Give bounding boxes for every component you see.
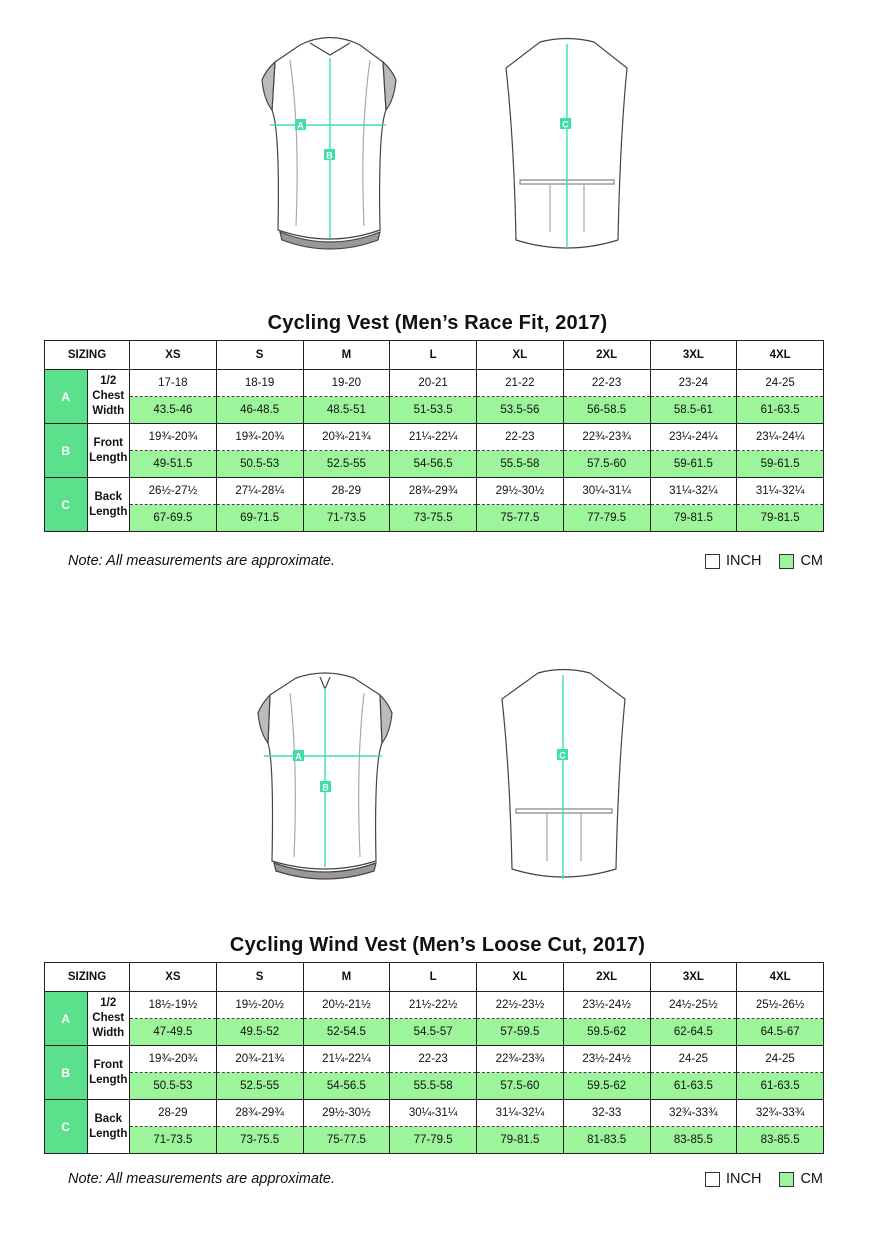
cm-cell: 53.5-56 xyxy=(477,397,564,424)
inch-cell: 22¾-23¾ xyxy=(563,424,650,451)
legend-cm-swatch xyxy=(779,1172,794,1187)
vest-front-illustration xyxy=(262,38,396,250)
row-letter: B xyxy=(45,1046,88,1100)
inch-cell: 20½-21½ xyxy=(303,992,390,1019)
cm-cell: 81-83.5 xyxy=(563,1127,650,1154)
inch-cell: 29½-30½ xyxy=(303,1100,390,1127)
legend-inch-swatch xyxy=(705,554,720,569)
measurement-label: 1/2 Chest Width xyxy=(87,992,130,1046)
marker-a-label: A xyxy=(295,751,302,762)
marker-a-label: A xyxy=(297,120,304,131)
marker-b-label: B xyxy=(326,150,333,161)
size-header: 2XL xyxy=(563,963,650,992)
row-letter: B xyxy=(45,424,88,478)
inch-cell: 23¼-24¼ xyxy=(650,424,737,451)
cm-cell: 54.5-57 xyxy=(390,1019,477,1046)
table-row xyxy=(45,1019,824,1046)
cm-cell: 52-54.5 xyxy=(303,1019,390,1046)
cm-cell: 75-77.5 xyxy=(303,1127,390,1154)
inch-cell: 26½-27½ xyxy=(130,478,217,505)
size-header: XS xyxy=(130,341,217,370)
size-header: 3XL xyxy=(650,341,737,370)
legend-cm-label: CM xyxy=(800,553,823,569)
chart-title: Cycling Vest (Men’s Race Fit, 2017) xyxy=(267,312,608,334)
legend-inch-label: INCH xyxy=(725,1171,762,1187)
cm-cell: 59-61.5 xyxy=(650,451,737,478)
inch-cell: 18½-19½ xyxy=(130,992,217,1019)
size-header: XS xyxy=(130,963,217,992)
legend-inch-swatch xyxy=(705,1172,720,1187)
cm-cell: 77-79.5 xyxy=(563,505,650,532)
inch-cell: 19-20 xyxy=(303,370,390,397)
row-letter: A xyxy=(45,370,88,424)
size-header: XL xyxy=(477,341,564,370)
size-header: 2XL xyxy=(563,341,650,370)
size-header: XL xyxy=(477,963,564,992)
cm-cell: 64.5-67 xyxy=(737,1019,824,1046)
inch-cell: 23-24 xyxy=(650,370,737,397)
cm-cell: 55.5-58 xyxy=(390,1073,477,1100)
size-table xyxy=(44,962,824,1154)
inch-cell: 28-29 xyxy=(303,478,390,505)
marker-c-label: C xyxy=(562,119,569,130)
cm-cell: 71-73.5 xyxy=(303,505,390,532)
row-letter: C xyxy=(45,1100,88,1154)
cm-cell: 59.5-62 xyxy=(563,1073,650,1100)
sizing-header: SIZING xyxy=(45,341,130,370)
inch-cell: 29½-30½ xyxy=(477,478,564,505)
chart-title: Cycling Wind Vest (Men’s Loose Cut, 2017) xyxy=(229,934,646,956)
inch-cell: 30¼-31¼ xyxy=(390,1100,477,1127)
cm-cell: 59.5-62 xyxy=(563,1019,650,1046)
legend-inch xyxy=(705,1171,761,1187)
inch-cell: 22-23 xyxy=(563,370,650,397)
inch-cell: 17-18 xyxy=(130,370,217,397)
table-header-row xyxy=(45,341,824,370)
inch-cell: 23¼-24¼ xyxy=(737,424,824,451)
cm-cell: 43.5-46 xyxy=(130,397,217,424)
inch-cell: 19¾-20¾ xyxy=(130,1046,217,1073)
inch-cell: 24-25 xyxy=(737,370,824,397)
measurement-label: Front Length xyxy=(87,1046,130,1100)
size-header: L xyxy=(390,341,477,370)
inch-cell: 32¾-33¾ xyxy=(650,1100,737,1127)
inch-cell: 24-25 xyxy=(737,1046,824,1073)
table-row xyxy=(45,992,824,1019)
cm-cell: 71-73.5 xyxy=(130,1127,217,1154)
cm-cell: 57.5-60 xyxy=(563,451,650,478)
cm-cell: 69-71.5 xyxy=(216,505,303,532)
inch-cell: 21½-22½ xyxy=(390,992,477,1019)
vest-diagram xyxy=(0,0,875,300)
legend-cm-swatch xyxy=(779,554,794,569)
inch-cell: 27¼-28¼ xyxy=(216,478,303,505)
inch-cell: 22¾-23¾ xyxy=(477,1046,564,1073)
cm-cell: 59-61.5 xyxy=(737,451,824,478)
cm-cell: 83-85.5 xyxy=(737,1127,824,1154)
table-row xyxy=(45,1073,824,1100)
size-header: L xyxy=(390,963,477,992)
size-header: 4XL xyxy=(737,963,824,992)
cm-cell: 79-81.5 xyxy=(737,505,824,532)
cm-cell: 46-48.5 xyxy=(216,397,303,424)
cm-cell: 75-77.5 xyxy=(477,505,564,532)
size-header: 4XL xyxy=(737,341,824,370)
inch-cell: 28¾-29¾ xyxy=(390,478,477,505)
inch-cell: 23½-24½ xyxy=(563,1046,650,1073)
inch-cell: 20-21 xyxy=(390,370,477,397)
inch-cell: 22½-23½ xyxy=(477,992,564,1019)
inch-cell: 30¼-31¼ xyxy=(563,478,650,505)
cm-cell: 49.5-52 xyxy=(216,1019,303,1046)
sizing-header: SIZING xyxy=(45,963,130,992)
cm-cell: 73-75.5 xyxy=(216,1127,303,1154)
inch-cell: 21¼-22¼ xyxy=(303,1046,390,1073)
size-header: 3XL xyxy=(650,963,737,992)
inch-cell: 20¾-21¾ xyxy=(303,424,390,451)
inch-cell: 32¾-33¾ xyxy=(737,1100,824,1127)
inch-cell: 19¾-20¾ xyxy=(216,424,303,451)
size-table xyxy=(44,340,824,532)
size-header: S xyxy=(216,963,303,992)
measurement-label: Back Length xyxy=(87,1100,130,1154)
cm-cell: 48.5-51 xyxy=(303,397,390,424)
inch-cell: 24½-25½ xyxy=(650,992,737,1019)
inch-cell: 28-29 xyxy=(130,1100,217,1127)
legend-inch xyxy=(705,553,761,569)
approximation-note: Note: All measurements are approximate. xyxy=(68,1171,336,1187)
inch-cell: 19¾-20¾ xyxy=(130,424,217,451)
table-row xyxy=(45,1100,824,1127)
inch-cell: 23½-24½ xyxy=(563,992,650,1019)
cm-cell: 58.5-61 xyxy=(650,397,737,424)
inch-cell: 28¾-29¾ xyxy=(216,1100,303,1127)
marker-b-label: B xyxy=(322,782,329,793)
table-row xyxy=(45,1127,824,1154)
measurement-label: 1/2 Chest Width xyxy=(87,370,130,424)
measurement-label: Front Length xyxy=(87,424,130,478)
unit-legend xyxy=(687,553,823,569)
table-row xyxy=(45,1046,824,1073)
cm-cell: 62-64.5 xyxy=(650,1019,737,1046)
marker-c-label: C xyxy=(559,750,566,761)
legend-cm xyxy=(779,553,823,569)
cm-cell: 83-85.5 xyxy=(650,1127,737,1154)
size-header: M xyxy=(303,963,390,992)
inch-cell: 31¼-32¼ xyxy=(737,478,824,505)
table-row xyxy=(45,370,824,397)
cm-cell: 79-81.5 xyxy=(650,505,737,532)
inch-cell: 25½-26½ xyxy=(737,992,824,1019)
inch-cell: 22-23 xyxy=(390,1046,477,1073)
vest-diagram xyxy=(0,633,875,893)
cm-cell: 61-63.5 xyxy=(650,1073,737,1100)
cm-cell: 47-49.5 xyxy=(130,1019,217,1046)
table-row xyxy=(45,478,824,505)
unit-legend xyxy=(687,1171,823,1187)
table-row xyxy=(45,424,824,451)
inch-cell: 21¼-22¼ xyxy=(390,424,477,451)
approximation-note: Note: All measurements are approximate. xyxy=(68,553,336,569)
row-letter: A xyxy=(45,992,88,1046)
cm-cell: 49-51.5 xyxy=(130,451,217,478)
legend-inch-label: INCH xyxy=(725,553,762,569)
cm-cell: 52.5-55 xyxy=(216,1073,303,1100)
inch-cell: 20¾-21¾ xyxy=(216,1046,303,1073)
cm-cell: 52.5-55 xyxy=(303,451,390,478)
cm-cell: 57.5-60 xyxy=(477,1073,564,1100)
cm-cell: 50.5-53 xyxy=(216,451,303,478)
inch-cell: 21-22 xyxy=(477,370,564,397)
cm-cell: 73-75.5 xyxy=(390,505,477,532)
cm-cell: 67-69.5 xyxy=(130,505,217,532)
cm-cell: 61-63.5 xyxy=(737,1073,824,1100)
cm-cell: 61-63.5 xyxy=(737,397,824,424)
legend-cm xyxy=(779,1171,823,1187)
cm-cell: 50.5-53 xyxy=(130,1073,217,1100)
table-row xyxy=(45,397,824,424)
cm-cell: 54-56.5 xyxy=(303,1073,390,1100)
inch-cell: 32-33 xyxy=(563,1100,650,1127)
inch-cell: 24-25 xyxy=(650,1046,737,1073)
legend-cm-label: CM xyxy=(800,1171,823,1187)
size-header: S xyxy=(216,341,303,370)
measurement-label: Back Length xyxy=(87,478,130,532)
inch-cell: 19½-20½ xyxy=(216,992,303,1019)
table-header-row xyxy=(45,963,824,992)
inch-cell: 31¼-32¼ xyxy=(477,1100,564,1127)
size-header: M xyxy=(303,341,390,370)
cm-cell: 55.5-58 xyxy=(477,451,564,478)
cm-cell: 77-79.5 xyxy=(390,1127,477,1154)
inch-cell: 31¼-32¼ xyxy=(650,478,737,505)
cm-cell: 51-53.5 xyxy=(390,397,477,424)
cm-cell: 79-81.5 xyxy=(477,1127,564,1154)
inch-cell: 18-19 xyxy=(216,370,303,397)
cm-cell: 56-58.5 xyxy=(563,397,650,424)
row-letter: C xyxy=(45,478,88,532)
table-row xyxy=(45,451,824,478)
cm-cell: 54-56.5 xyxy=(390,451,477,478)
table-row xyxy=(45,505,824,532)
cm-cell: 57-59.5 xyxy=(477,1019,564,1046)
inch-cell: 22-23 xyxy=(477,424,564,451)
